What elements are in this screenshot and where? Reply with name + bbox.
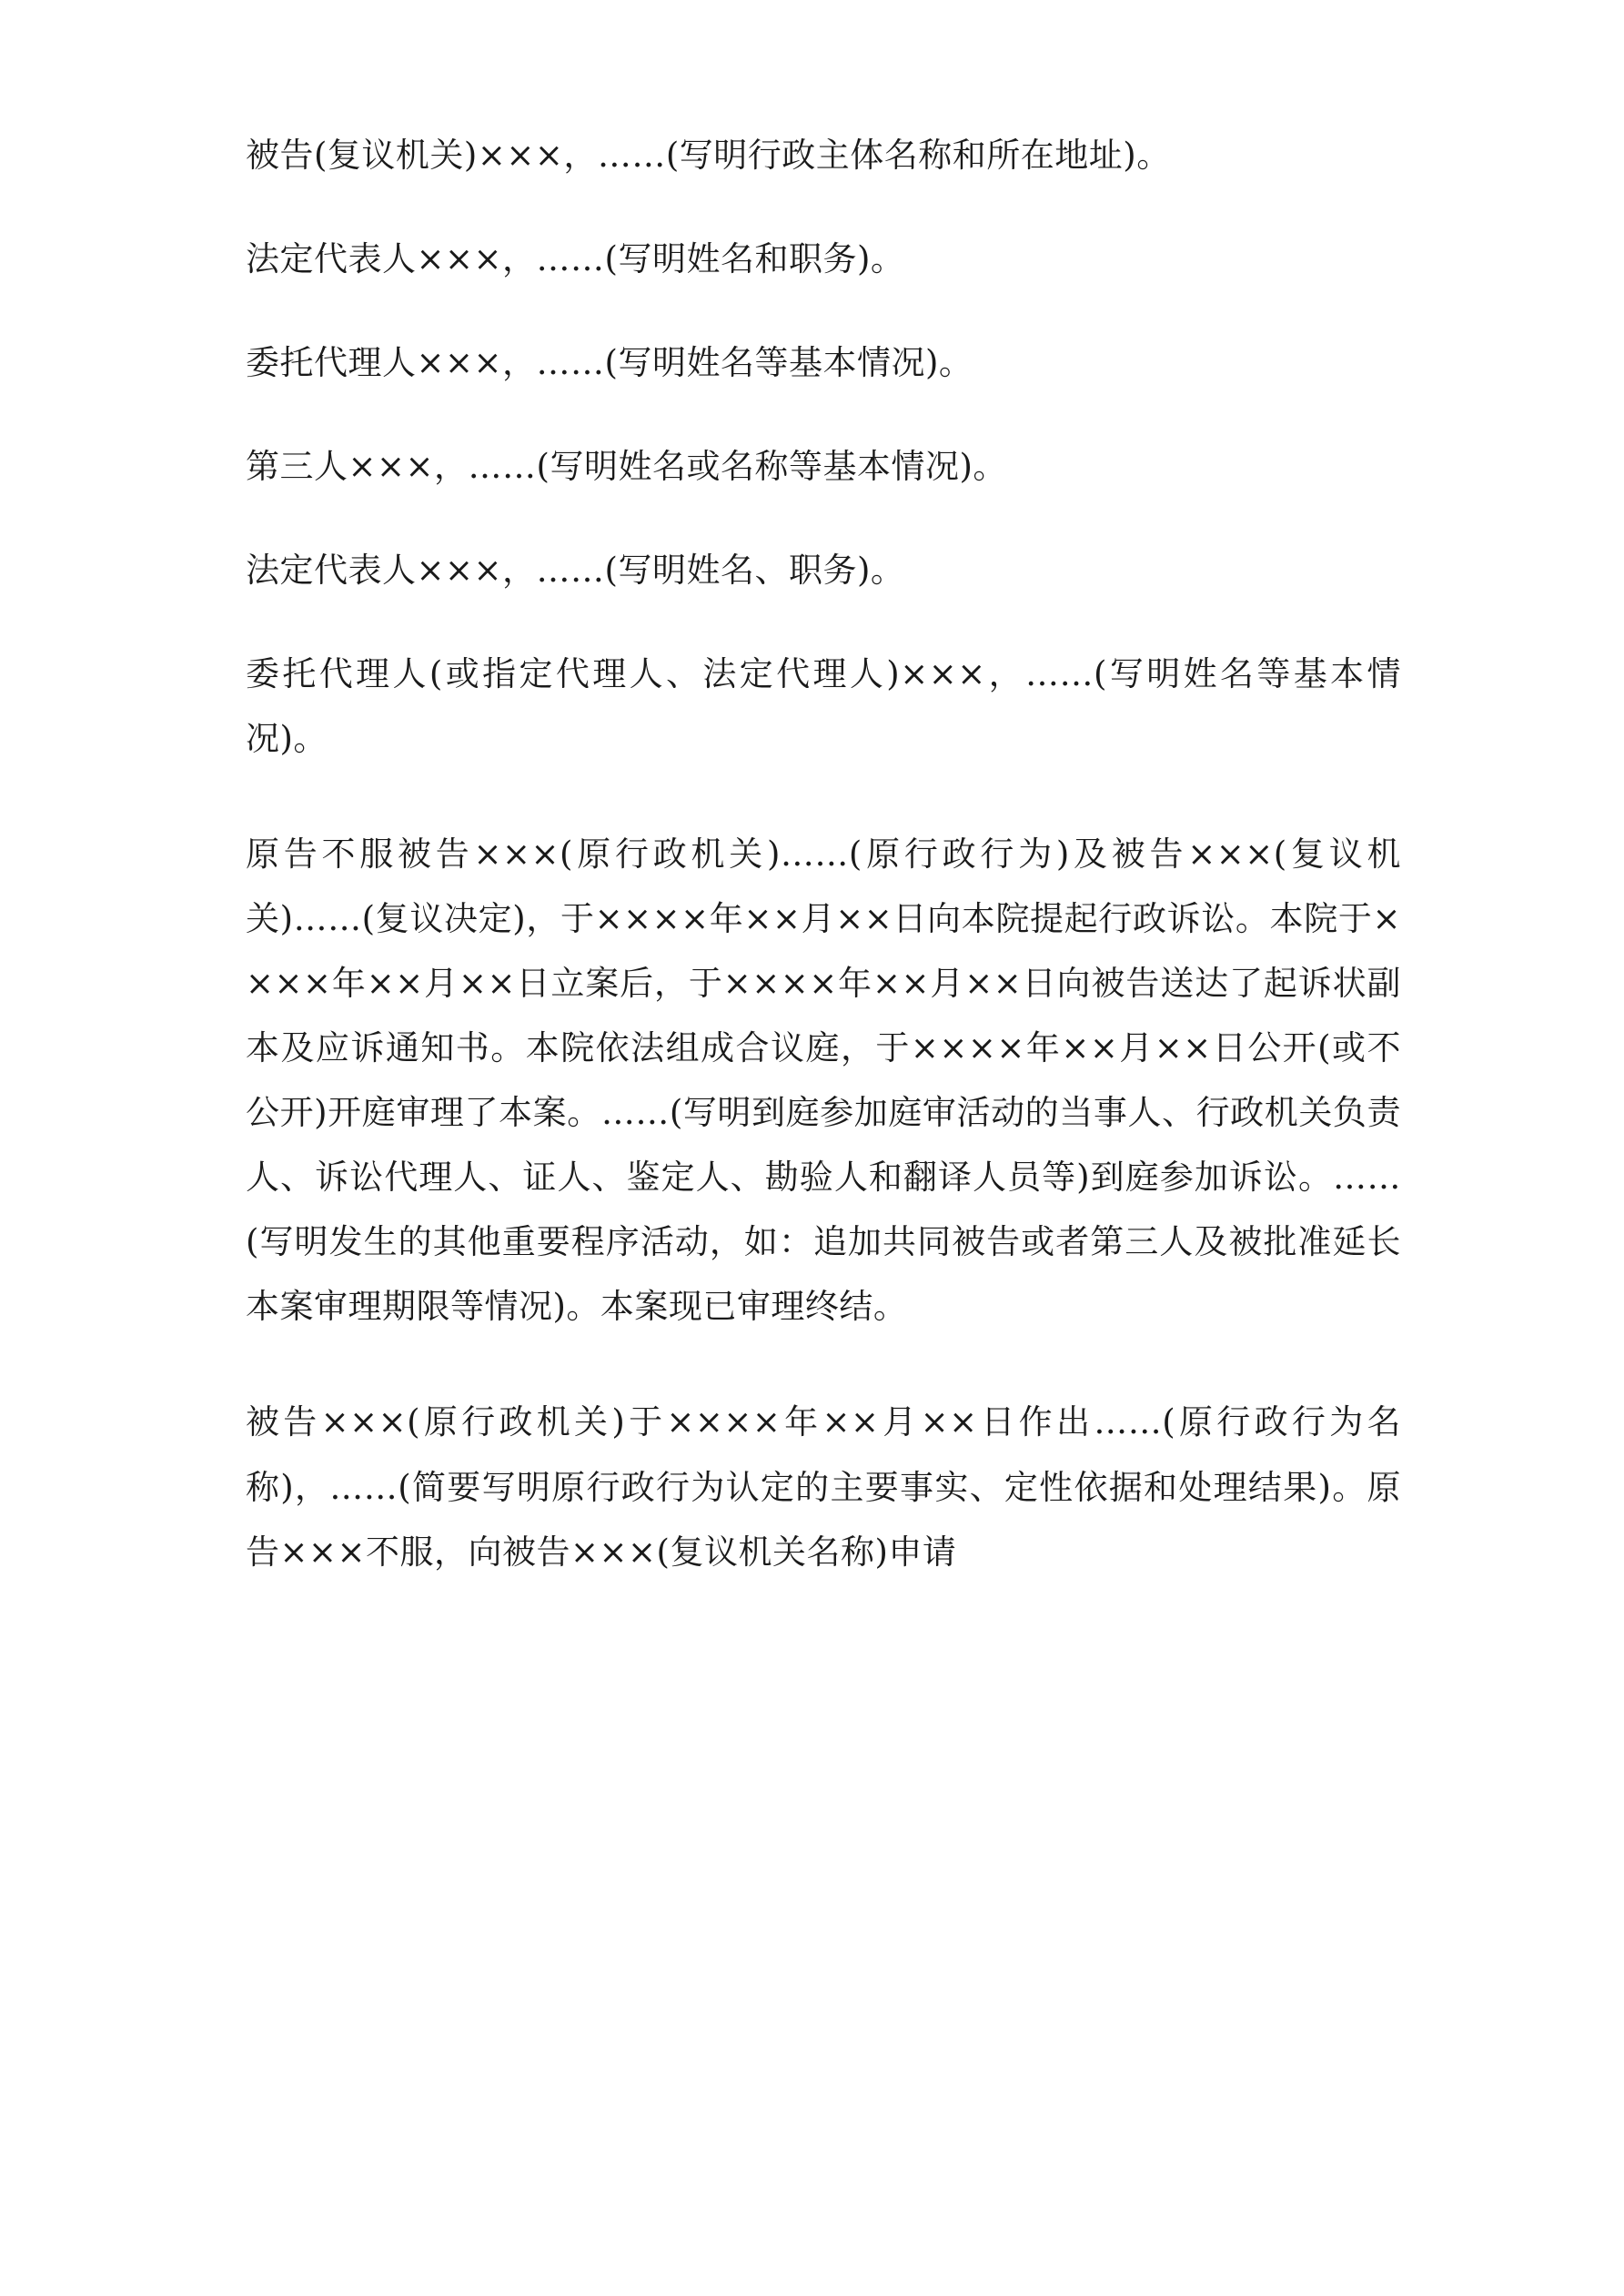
paragraph-legal-representative-2: 法定代表人×××，……(写明姓名、职务)。 (246, 551, 905, 591)
paragraph-third-party: 第三人×××，……(写明姓名或名称等基本情况)。 (246, 447, 1007, 487)
paragraph-entrusted-agent-1: 委托代理人×××，……(写明姓名等基本情况)。 (246, 343, 973, 383)
paragraph-case-procedure-summary: 原告不服被告×××(原行政机关)……(原行政行为)及被告×××(复议机关)……(复议决定)，于××××年××月××日向本院提起行政诉讼。本院于××××年××月××日立案后，于××××年××月××日向被告送达了起诉状副本及应诉通知书。本院依法组成合议庭，于××××年××月××日公开(或不公开)开庭审理了本案。……(写明到庭参加庭审活动的当事人、行政机关负责人、诉讼代理人、证人、鉴定人、勘验人和翻译人员等)到庭参加诉讼。……(写明发生的其他重要程序活动，如：追加共同被告或者第三人及被批准延长本案审理期限等情况)。本案现已审理终结。 (246, 834, 1401, 1327)
paragraph-original-administrative-act: 被告×××(原行政机关)于××××年××月××日作出……(原行政行为名称)，……(简要写明原行政行为认定的主要事实、定性依据和处理结果)。原告×××不服，向被告×××(复议机关名称)申请 (246, 1402, 1401, 1572)
paragraph-defendant-review-organ: 被告(复议机关)×××，……(写明行政主体名称和所在地址)。 (246, 136, 1171, 175)
document-body (246, 123, 1401, 1584)
paragraph-legal-representative-1: 法定代表人×××，……(写明姓名和职务)。 (246, 239, 905, 279)
paragraph-entrusted-agent-2: 委托代理人(或指定代理人、法定代理人)×××，……(写明姓名等基本情况)。 (246, 654, 1401, 759)
